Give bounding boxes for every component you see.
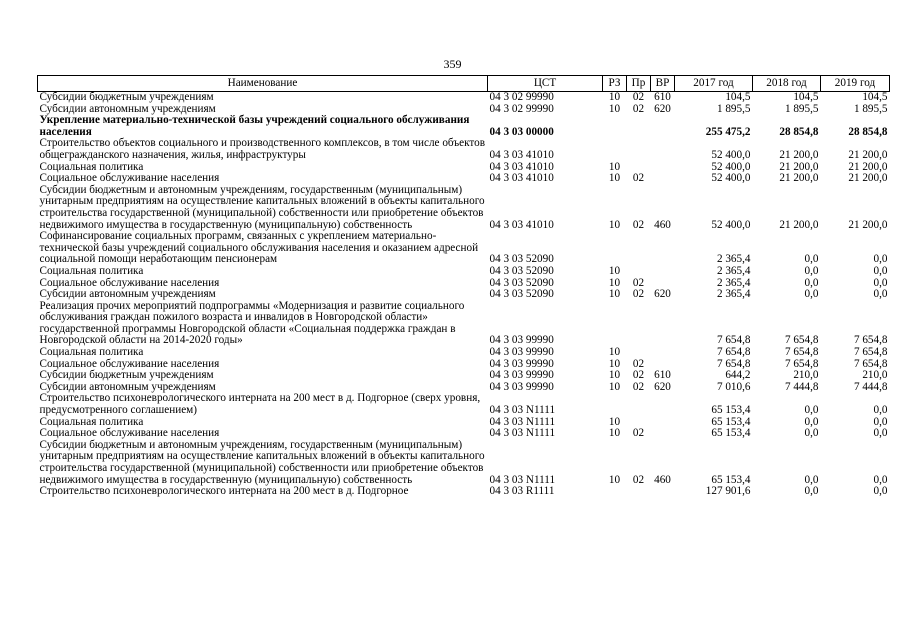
row-cst: 04 3 03 N1111 [489, 427, 556, 440]
header-name: Наименование [38, 76, 488, 92]
row-rz: 10 [608, 160, 621, 173]
row-rz: 10 [608, 218, 621, 231]
row-vr [651, 428, 675, 440]
row-value-2018: 21 200,0 [779, 172, 819, 185]
row-name: Строительство психоневрологического интерната на 200 мест в д. Подгорное (сверх уровня, предусмотренного соглашением) [39, 392, 481, 417]
row-value-2018: 1 895,5 [784, 102, 819, 115]
row-value-2017: 7 654,8 [716, 346, 751, 359]
row-value-2019: 7 654,8 [853, 334, 888, 347]
row-cst: 04 3 03 52090 [489, 253, 554, 266]
row-cst: 04 3 03 99990 [489, 334, 554, 347]
row-cst: 04 3 03 99990 [489, 369, 554, 382]
page-number: 359 [443, 57, 462, 71]
row-value-2018: 21 200,0 [779, 148, 819, 161]
row-pr: 02 [632, 380, 645, 393]
row-value-2018: 0,0 [804, 264, 819, 277]
row-cst: 04 3 03 99990 [489, 357, 554, 370]
row-rz [603, 486, 627, 498]
row-cst: 04 3 03 99990 [489, 380, 554, 393]
row-value-2017: 52 400,0 [711, 148, 751, 161]
row-pr: 02 [632, 91, 645, 103]
table-row [38, 393, 890, 416]
row-value-2017: 65 153,4 [711, 404, 751, 417]
row-pr [627, 266, 651, 278]
row-value-2017: 2 365,4 [716, 253, 751, 266]
row-value-2018: 104,5 [793, 91, 819, 103]
row-value-2017: 7 010,6 [716, 380, 751, 393]
row-vr: 610 [654, 369, 671, 382]
row-vr [651, 115, 675, 138]
row-vr [651, 266, 675, 278]
row-value-2019: 0,0 [873, 473, 888, 486]
row-name: Субсидии бюджетным и автономным учреждениям, государственным (муниципальным) унитарным предприятиям на осуществление капитальных вложений в объекты капитального строительства государственной (муниципальной) собственности или приобретение объектов недвижимого имущества в государственную (муниципальную) собственность [39, 183, 485, 231]
row-cst: 04 3 03 N1111 [489, 415, 556, 428]
row-name: Социальная политика [39, 346, 144, 359]
header-2018: 2018 год [753, 76, 821, 92]
header-2017: 2017 год [675, 76, 753, 92]
row-value-2017: 52 400,0 [711, 160, 751, 173]
table-row [38, 115, 890, 138]
row-vr: 620 [654, 102, 671, 115]
table-header-row [38, 76, 890, 92]
header-rz: РЗ [603, 76, 627, 92]
row-rz [603, 231, 627, 266]
header-vr: ВР [651, 76, 675, 92]
row-value-2019: 0,0 [873, 427, 888, 440]
row-name: Социальная политика [39, 264, 144, 277]
row-vr: 460 [654, 218, 671, 231]
row-value-2019: 0,0 [873, 415, 888, 428]
table-row [38, 486, 890, 498]
row-value-2017: 255 475,2 [705, 125, 751, 138]
row-pr [627, 393, 651, 416]
row-pr: 02 [632, 276, 645, 289]
row-value-2019: 28 854,8 [848, 125, 888, 138]
row-name: Субсидии бюджетным и автономным учреждениям, государственным (муниципальным) унитарным предприятиям на осуществление капитальных вложений в объекты капитального строительства государственной (муниципальной) собственности или приобретение объектов недвижимого имущества в государственную (муниципальную) собственность [39, 438, 485, 486]
row-value-2019: 0,0 [873, 485, 888, 498]
row-vr [651, 301, 675, 347]
row-name: Субсидии бюджетным учреждениям [39, 91, 214, 103]
header-2019: 2019 год [821, 76, 890, 92]
row-pr [627, 231, 651, 266]
row-vr: 620 [654, 380, 671, 393]
row-pr: 02 [632, 427, 645, 440]
row-cst: 04 3 03 41010 [489, 160, 554, 173]
row-value-2017: 127 901,6 [705, 485, 751, 498]
row-value-2017: 2 365,4 [716, 264, 751, 277]
row-cst: 04 3 03 41010 [489, 148, 554, 161]
row-pr: 02 [632, 172, 645, 185]
row-value-2018: 210,0 [793, 369, 819, 382]
row-value-2018: 0,0 [804, 427, 819, 440]
row-value-2018: 7 654,8 [784, 357, 819, 370]
table-row [38, 289, 890, 301]
row-pr: 02 [632, 288, 645, 301]
row-cst: 04 3 03 52090 [489, 264, 554, 277]
row-pr [627, 347, 651, 359]
row-value-2017: 7 654,8 [716, 357, 751, 370]
row-rz [603, 393, 627, 416]
row-vr [651, 173, 675, 185]
row-value-2017: 644,2 [725, 369, 751, 382]
row-value-2017: 1 895,5 [716, 102, 751, 115]
header-pr: Пр [627, 76, 651, 92]
table-row [38, 231, 890, 266]
row-rz: 10 [608, 380, 621, 393]
row-vr: 460 [654, 473, 671, 486]
row-name: Социальная политика [39, 160, 144, 173]
row-name: Социальное обслуживание населения [39, 276, 220, 289]
row-cst: 04 3 03 41010 [489, 172, 554, 185]
row-pr: 02 [632, 102, 645, 115]
row-value-2017: 2 365,4 [716, 288, 751, 301]
row-pr: 02 [632, 369, 645, 382]
row-vr: 620 [654, 288, 671, 301]
row-cst: 04 3 02 99990 [489, 102, 554, 115]
row-pr: 02 [632, 218, 645, 231]
table-row [38, 266, 890, 278]
row-value-2019: 21 200,0 [848, 160, 888, 173]
row-vr [651, 231, 675, 266]
row-value-2019: 21 200,0 [848, 218, 888, 231]
row-value-2019: 21 200,0 [848, 172, 888, 185]
row-value-2017: 65 153,4 [711, 415, 751, 428]
row-value-2017: 65 153,4 [711, 473, 751, 486]
row-name: Софинансирование социальных программ, связанных с укреплением материально-технической базы учреждений социального обслуживания населения и оказанием адресной социальной помощи неработающим пенсионерам [39, 230, 479, 266]
row-value-2019: 104,5 [862, 91, 888, 103]
row-cst: 04 3 03 52090 [489, 276, 554, 289]
row-value-2019: 210,0 [862, 369, 888, 382]
row-value-2018: 7 654,8 [784, 346, 819, 359]
row-value-2018: 0,0 [804, 404, 819, 417]
table-row [38, 185, 890, 231]
row-value-2019: 21 200,0 [848, 148, 888, 161]
row-vr [651, 138, 675, 161]
row-value-2018: 0,0 [804, 253, 819, 266]
row-cst: 04 3 03 99990 [489, 346, 554, 359]
row-value-2019: 1 895,5 [853, 102, 888, 115]
row-value-2018: 0,0 [804, 288, 819, 301]
row-rz [603, 115, 627, 138]
row-rz: 10 [608, 276, 621, 289]
row-value-2017: 52 400,0 [711, 218, 751, 231]
table-row [38, 173, 890, 185]
row-vr [651, 347, 675, 359]
row-value-2017: 7 654,8 [716, 334, 751, 347]
row-value-2017: 65 153,4 [711, 427, 751, 440]
row-value-2017: 104,5 [725, 91, 751, 103]
row-value-2018: 28 854,8 [779, 125, 819, 138]
row-pr: 02 [632, 473, 645, 486]
row-rz: 10 [608, 102, 621, 115]
row-value-2019: 0,0 [873, 288, 888, 301]
row-value-2018: 0,0 [804, 276, 819, 289]
table-row [38, 347, 890, 359]
row-cst: 04 3 02 99990 [489, 91, 554, 103]
row-cst: 04 3 03 N1111 [489, 404, 556, 417]
row-value-2019: 0,0 [873, 264, 888, 277]
row-rz: 10 [608, 264, 621, 277]
row-rz: 10 [608, 369, 621, 382]
row-pr [627, 115, 651, 138]
row-name: Строительство психоневрологического интерната на 200 мест в д. Подгорное [39, 485, 409, 498]
row-pr: 02 [632, 357, 645, 370]
row-pr [627, 138, 651, 161]
row-rz: 10 [608, 172, 621, 185]
row-name: Реализация прочих мероприятий подпрограммы «Модернизация и развитие социального обслуживания граждан пожилого возраста и инвалидов в Новгородской области» государственной программы Новгородской области «Социальная поддержка граждан в Новгородской области на 2014-2020 годы» [39, 299, 465, 347]
row-pr [627, 486, 651, 498]
row-value-2018: 0,0 [804, 485, 819, 498]
header-cst: ЦСТ [488, 76, 603, 92]
row-rz: 10 [608, 427, 621, 440]
row-name: Социальное обслуживание населения [39, 357, 220, 370]
row-vr [651, 162, 675, 174]
row-cst: 04 3 03 N1111 [489, 473, 556, 486]
row-rz: 10 [608, 346, 621, 359]
table-body [38, 92, 890, 498]
row-value-2018: 21 200,0 [779, 160, 819, 173]
row-name: Социальное обслуживание населения [39, 172, 220, 185]
row-name: Субсидии бюджетным учреждениям [39, 369, 214, 382]
row-value-2019: 0,0 [873, 276, 888, 289]
row-cst: 04 3 03 00000 [489, 125, 554, 138]
row-value-2019: 7 654,8 [853, 357, 888, 370]
row-rz: 10 [608, 91, 621, 103]
row-cst: 04 3 03 R1111 [489, 485, 555, 498]
row-vr [651, 393, 675, 416]
row-value-2019: 0,0 [873, 404, 888, 417]
row-value-2018: 0,0 [804, 415, 819, 428]
row-vr [651, 417, 675, 429]
row-vr [651, 486, 675, 498]
table-row [38, 138, 890, 161]
table-row [38, 92, 890, 104]
row-value-2017: 52 400,0 [711, 172, 751, 185]
row-value-2019: 0,0 [873, 253, 888, 266]
row-vr: 610 [654, 91, 671, 103]
row-value-2018: 7 444,8 [784, 380, 819, 393]
row-rz: 10 [608, 288, 621, 301]
row-cst: 04 3 03 52090 [489, 288, 554, 301]
row-rz: 10 [608, 357, 621, 370]
row-name: Субсидии автономным учреждениям [39, 288, 216, 301]
row-rz [603, 138, 627, 161]
row-name: Социальное обслуживание населения [39, 427, 220, 440]
row-value-2019: 7 654,8 [853, 346, 888, 359]
row-name: Строительство объектов социального и производственного комплексов, в том числе объектов общегражданского назначения, жилья, инфраструктуры [39, 137, 485, 161]
row-value-2018: 0,0 [804, 473, 819, 486]
row-value-2018: 21 200,0 [779, 218, 819, 231]
row-rz [603, 301, 627, 347]
row-name: Субсидии автономным учреждениям [39, 380, 216, 393]
row-cst: 04 3 03 41010 [489, 218, 554, 231]
row-value-2019: 7 444,8 [853, 380, 888, 393]
table-row [38, 301, 890, 347]
table-row [38, 440, 890, 486]
row-rz: 10 [608, 415, 621, 428]
row-name: Укрепление материально-технической базы учреждений социального обслуживания населения [39, 114, 470, 138]
row-name: Социальная политика [39, 415, 144, 428]
budget-table [37, 75, 890, 498]
row-value-2017: 2 365,4 [716, 276, 751, 289]
row-pr [627, 301, 651, 347]
row-value-2018: 7 654,8 [784, 334, 819, 347]
row-rz: 10 [608, 473, 621, 486]
row-name: Субсидии автономным учреждениям [39, 102, 216, 115]
